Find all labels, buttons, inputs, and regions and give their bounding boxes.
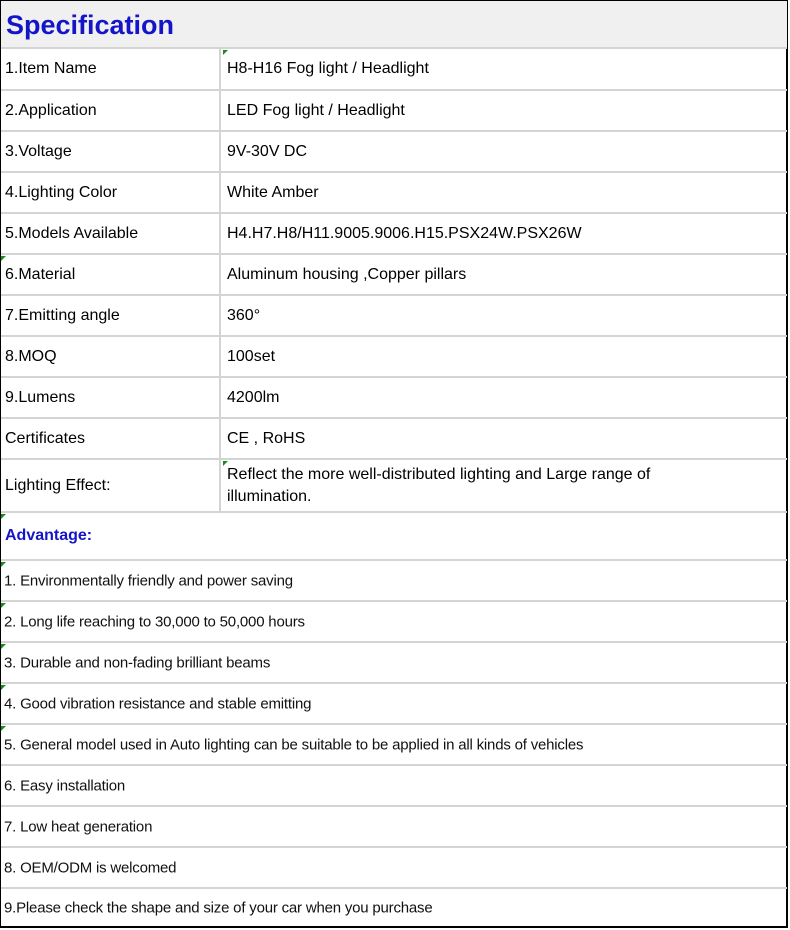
advantage-row: [1, 602, 787, 643]
advantage-text: 7. Low heat generation: [4, 818, 153, 835]
advantage-text: 9.Please check the shape and size of your car when you purchase: [4, 899, 433, 917]
spec-value: LED Fog light / Headlight: [227, 101, 405, 119]
spec-row-lighting-effect: [1, 460, 787, 513]
spec-value: 360°: [227, 306, 261, 324]
spec-label: 8.MOQ: [5, 347, 57, 365]
spec-value: 9V-30V DC: [227, 142, 308, 160]
page-title: Specification: [6, 10, 175, 40]
spec-row-certificates: [1, 419, 787, 460]
advantage-header-row: [1, 513, 787, 561]
advantage-text: 4. Good vibration resistance and stable emitting: [4, 695, 312, 712]
advantage-row: [1, 684, 787, 725]
advantage-text: 8. OEM/ODM is welcomed: [4, 859, 177, 876]
spec-label: 1.Item Name: [5, 60, 97, 77]
spec-value: White Amber: [227, 183, 319, 201]
spec-header: [1, 1, 787, 49]
spec-row-voltage: [1, 132, 787, 173]
spec-value: H4.H7.H8/H11.9005.9006.H15.PSX24W.PSX26W: [227, 224, 582, 242]
spec-row-lumens: [1, 378, 787, 419]
cell-marker: [1, 256, 6, 261]
spec-value: 4200lm: [227, 388, 280, 406]
cell-marker: [1, 562, 6, 567]
spec-row-material: [1, 255, 787, 296]
cell-marker: [223, 50, 228, 55]
spec-row-emitting-angle: [1, 296, 787, 337]
spec-label: Certificates: [5, 429, 86, 447]
spec-label: 3.Voltage: [5, 142, 72, 160]
cell-marker: [223, 461, 228, 466]
cell-marker: [1, 514, 6, 519]
spec-label: 6.Material: [5, 265, 76, 283]
cell-marker: [1, 685, 6, 690]
spec-row-lighting-color: [1, 173, 787, 214]
spec-row-application: [1, 91, 787, 132]
advantage-row: [1, 643, 787, 684]
spec-label: 9.Lumens: [5, 388, 76, 406]
advantage-row: [1, 561, 787, 602]
spec-value: Reflect the more well-distributed lighting and Large range of illumination.: [227, 465, 651, 505]
advantage-row: [1, 725, 787, 766]
advantage-text: 2. Long life reaching to 30,000 to 50,000 hours: [4, 613, 305, 630]
cell-marker: [1, 726, 6, 731]
advantage-row: [1, 889, 787, 927]
spec-label: Lighting Effect:: [5, 476, 111, 494]
advantage-title: Advantage:: [5, 527, 93, 544]
spec-row-item-name: [1, 49, 787, 91]
spec-label: 4.Lighting Color: [5, 183, 118, 201]
spec-value: CE , RoHS: [227, 429, 306, 447]
spec-value: Aluminum housing ,Copper pillars: [227, 265, 467, 283]
spec-label: 7.Emitting angle: [5, 306, 120, 324]
advantage-text: 5. General model used in Auto lighting can be suitable to be applied in all kinds of vehicles: [4, 736, 584, 753]
advantage-text: 1. Environmentally friendly and power saving: [4, 572, 293, 589]
spec-value: 100set: [227, 347, 276, 365]
advantage-row: [1, 766, 787, 807]
spec-label: 2.Application: [5, 101, 97, 119]
spec-row-moq: [1, 337, 787, 378]
advantage-row: [1, 807, 787, 848]
cell-marker: [1, 644, 6, 649]
advantage-text: 6. Easy installation: [4, 777, 126, 794]
advantage-row: [1, 848, 787, 889]
spec-label: 5.Models Available: [5, 224, 139, 242]
spec-row-models: [1, 214, 787, 255]
advantage-text: 3. Durable and non-fading brilliant beams: [4, 654, 271, 671]
cell-marker: [1, 603, 6, 608]
spec-value: H8-H16 Fog light / Headlight: [227, 60, 429, 77]
